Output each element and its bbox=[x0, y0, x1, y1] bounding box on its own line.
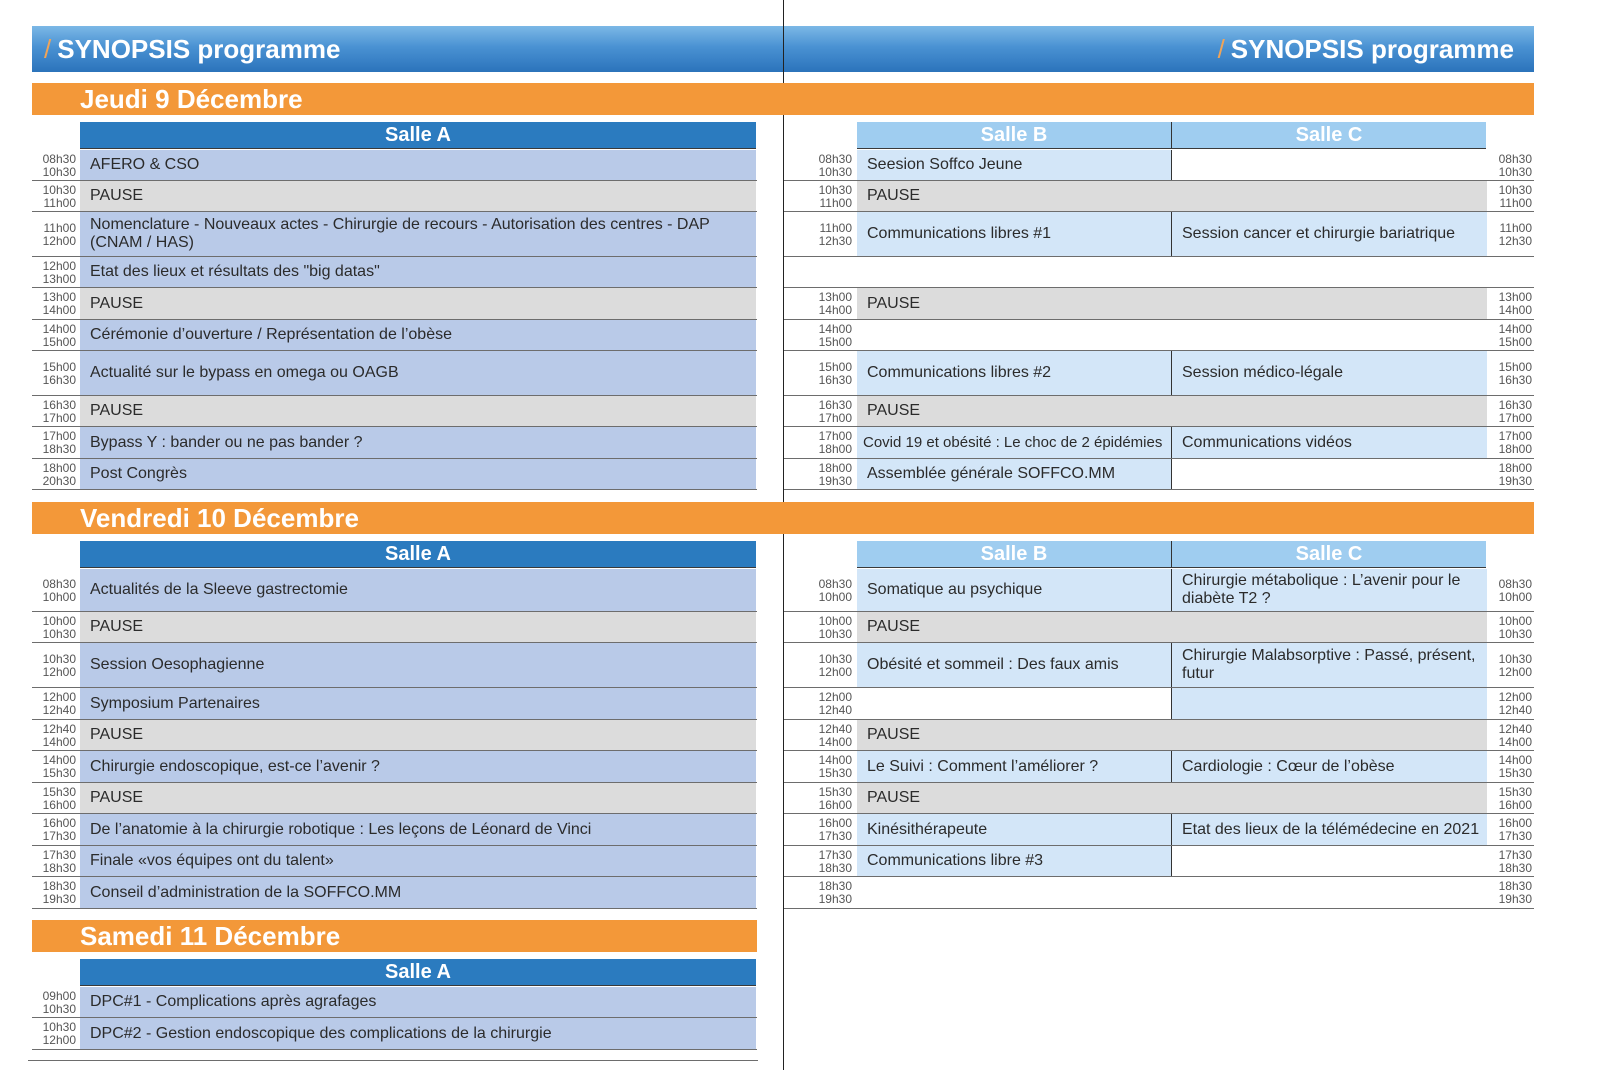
session-a-cell: Actualités de la Sleeve gastrectomie bbox=[80, 569, 756, 611]
time-range bbox=[1488, 361, 1532, 387]
day-header-jeudi bbox=[32, 83, 1534, 115]
start-time: 16h00 bbox=[1498, 816, 1532, 830]
end-time: 18h30 bbox=[1498, 860, 1532, 875]
time-range bbox=[808, 361, 852, 387]
time-range bbox=[32, 786, 76, 812]
end-time: 10h30 bbox=[1498, 164, 1532, 179]
session-row-bc bbox=[784, 688, 1534, 720]
session-a-cell: Chirurgie endoscopique, est-ce l’avenir ? bbox=[80, 751, 756, 782]
time-range bbox=[1488, 653, 1532, 679]
start-time: 13h00 bbox=[1498, 290, 1532, 304]
time-range bbox=[808, 754, 852, 780]
end-time: 16h00 bbox=[1498, 797, 1532, 812]
pause-cell: PAUSE bbox=[857, 396, 1487, 426]
end-time: 15h00 bbox=[1498, 334, 1532, 349]
session-c-cell: Session cancer et chirurgie bariatrique bbox=[1171, 212, 1487, 256]
pause-cell: PAUSE bbox=[80, 720, 756, 750]
end-time: 11h00 bbox=[1499, 195, 1532, 210]
time-range bbox=[808, 723, 852, 749]
end-time: 14h00 bbox=[818, 303, 852, 317]
session-row-bc bbox=[784, 751, 1534, 783]
start-time: 10h00 bbox=[1498, 613, 1532, 628]
end-time: 19h30 bbox=[1498, 892, 1532, 906]
session-row bbox=[32, 396, 757, 427]
day-label: Vendredi 10 Décembre bbox=[80, 503, 359, 533]
start-time: 15h30 bbox=[1498, 784, 1532, 799]
session-row-bc bbox=[784, 814, 1534, 846]
start-time: 15h30 bbox=[42, 784, 76, 799]
time-range bbox=[808, 849, 852, 875]
session-b-cell bbox=[857, 688, 1171, 719]
time-range bbox=[808, 291, 852, 317]
session-a-cell: DPC#2 - Gestion endoscopique des complications de la chirurgie bbox=[80, 1018, 756, 1049]
pause-cell: PAUSE bbox=[857, 612, 1487, 642]
end-time: 10h30 bbox=[818, 164, 852, 179]
session-b-cell: Somatique au psychique bbox=[857, 569, 1171, 611]
start-time: 14h00 bbox=[1498, 753, 1532, 767]
time-range bbox=[32, 723, 76, 749]
start-time: 10h30 bbox=[818, 651, 852, 666]
session-row bbox=[32, 320, 757, 351]
end-time: 10h30 bbox=[42, 164, 76, 179]
time-range bbox=[32, 653, 76, 679]
pause-cell: PAUSE bbox=[80, 181, 756, 211]
session-row bbox=[32, 720, 757, 751]
time-range bbox=[32, 361, 76, 387]
end-time: 12h40 bbox=[42, 703, 76, 717]
salle-a-header: Salle A bbox=[80, 122, 756, 149]
session-a-cell: Conseil d’administration de la SOFFCO.MM bbox=[80, 877, 756, 908]
end-time: 10h00 bbox=[818, 589, 852, 604]
start-time: 10h30 bbox=[42, 651, 76, 666]
start-time: 12h40 bbox=[42, 721, 76, 736]
session-c-cell: Communications vidéos bbox=[1171, 427, 1487, 458]
session-b-cell bbox=[857, 877, 1171, 908]
time-range bbox=[808, 880, 852, 906]
time-range bbox=[1488, 849, 1532, 875]
time-range bbox=[32, 462, 76, 488]
start-time: 15h00 bbox=[818, 359, 852, 374]
salle-a-header: Salle A bbox=[80, 541, 756, 568]
session-b-cell: Communications libres #2 bbox=[857, 351, 1171, 395]
start-time: 17h30 bbox=[818, 847, 852, 862]
start-time: 09h00 bbox=[42, 988, 76, 1003]
start-time: 12h40 bbox=[1498, 721, 1532, 736]
session-row bbox=[32, 987, 757, 1018]
end-time: 10h00 bbox=[42, 589, 76, 604]
end-time: 10h30 bbox=[1498, 626, 1532, 641]
header-title: SYNOPSIS programme bbox=[1230, 34, 1514, 64]
session-row-bc bbox=[784, 720, 1534, 751]
start-time: 11h00 bbox=[1499, 220, 1532, 235]
start-time: 12h00 bbox=[42, 690, 76, 704]
session-row bbox=[32, 351, 757, 396]
time-range bbox=[1488, 399, 1532, 425]
start-time: 10h00 bbox=[42, 613, 76, 628]
time-range bbox=[32, 691, 76, 717]
start-time: 17h30 bbox=[42, 847, 76, 862]
end-time: 15h00 bbox=[818, 334, 852, 349]
end-time: 11h00 bbox=[819, 195, 852, 210]
session-row bbox=[32, 427, 757, 459]
end-time: 12h00 bbox=[42, 664, 76, 679]
day-label: Jeudi 9 Décembre bbox=[80, 84, 303, 114]
start-time: 13h00 bbox=[42, 290, 76, 304]
session-b-cell: Communications libre #3 bbox=[857, 846, 1171, 876]
end-time: 16h30 bbox=[42, 372, 76, 387]
slash-icon: / bbox=[44, 34, 52, 64]
session-row bbox=[32, 783, 757, 814]
end-time: 18h30 bbox=[818, 860, 852, 875]
end-time: 18h30 bbox=[42, 860, 76, 875]
start-time: 10h30 bbox=[42, 182, 76, 197]
start-time: 15h00 bbox=[42, 359, 76, 374]
session-b-cell: Kinésithérapeute bbox=[857, 814, 1171, 845]
time-range bbox=[1488, 323, 1532, 349]
session-row bbox=[32, 1018, 757, 1050]
time-range bbox=[32, 849, 76, 875]
start-time: 08h30 bbox=[1498, 151, 1532, 166]
time-range bbox=[1488, 291, 1532, 317]
end-time: 16h00 bbox=[42, 797, 76, 812]
end-time: 14h00 bbox=[42, 734, 76, 749]
start-time: 16h30 bbox=[42, 397, 76, 412]
pause-cell: PAUSE bbox=[857, 288, 1487, 319]
start-time: 16h00 bbox=[818, 816, 852, 830]
time-range bbox=[1488, 786, 1532, 812]
end-time: 12h00 bbox=[42, 233, 76, 248]
time-range bbox=[1488, 578, 1532, 604]
session-row bbox=[32, 150, 757, 181]
end-time: 17h30 bbox=[818, 829, 852, 843]
time-range bbox=[32, 291, 76, 317]
start-time: 17h00 bbox=[1498, 429, 1532, 443]
session-b-cell: Seesion Soffco Jeune bbox=[857, 150, 1171, 180]
salle-c-header: Salle C bbox=[1171, 541, 1486, 568]
salle-b-header: Salle B bbox=[857, 541, 1171, 568]
start-time: 16h30 bbox=[818, 397, 852, 412]
time-range bbox=[1488, 462, 1532, 488]
end-time: 10h00 bbox=[1498, 589, 1532, 604]
header-title: SYNOPSIS programme bbox=[57, 34, 341, 64]
session-b-cell: Obésité et sommeil : Des faux amis bbox=[857, 643, 1171, 687]
end-time: 12h00 bbox=[818, 664, 852, 679]
end-time: 13h00 bbox=[42, 271, 76, 286]
session-a-cell: Symposium Partenaires bbox=[80, 688, 756, 719]
session-c-cell bbox=[1171, 320, 1487, 350]
salle-b-header: Salle B bbox=[857, 122, 1171, 149]
start-time: 15h00 bbox=[1498, 359, 1532, 374]
session-row-bc bbox=[784, 846, 1534, 877]
start-time: 14h00 bbox=[818, 753, 852, 767]
time-range bbox=[32, 184, 76, 210]
time-range bbox=[1488, 723, 1532, 749]
pause-cell: PAUSE bbox=[80, 783, 756, 813]
session-row bbox=[32, 181, 757, 212]
header-banner-left bbox=[32, 26, 784, 72]
end-time: 18h00 bbox=[1498, 442, 1532, 456]
end-time: 17h00 bbox=[42, 410, 76, 425]
day-label: Samedi 11 Décembre bbox=[80, 921, 341, 951]
start-time: 17h30 bbox=[1498, 847, 1532, 862]
start-time: 12h00 bbox=[818, 690, 852, 704]
end-time: 11h00 bbox=[43, 195, 76, 210]
time-range bbox=[32, 817, 76, 843]
end-time: 18h00 bbox=[818, 442, 852, 456]
salle-a-header: Salle A bbox=[80, 959, 756, 986]
session-b-cell: Assemblée générale SOFFCO.MM bbox=[857, 459, 1171, 489]
session-row bbox=[32, 459, 757, 490]
session-c-cell: Session médico-légale bbox=[1171, 351, 1487, 395]
start-time: 14h00 bbox=[818, 321, 852, 336]
start-time: 17h00 bbox=[42, 429, 76, 443]
end-time: 15h30 bbox=[818, 766, 852, 780]
session-c-cell bbox=[1171, 877, 1487, 908]
end-time: 16h00 bbox=[818, 797, 852, 812]
session-a-cell: De l’anatomie à la chirurgie robotique : Les leçons de Léonard de Vinci bbox=[80, 814, 756, 845]
session-row-bc bbox=[784, 181, 1534, 212]
session-row-bc bbox=[784, 351, 1534, 396]
start-time: 11h00 bbox=[819, 220, 852, 235]
start-time: 10h30 bbox=[42, 1020, 76, 1034]
session-c-cell bbox=[1171, 459, 1487, 489]
start-time: 18h30 bbox=[818, 879, 852, 893]
session-a-cell: Finale «vos équipes ont du talent» bbox=[80, 846, 756, 876]
start-time: 14h00 bbox=[42, 321, 76, 336]
time-range bbox=[32, 990, 76, 1016]
session-row-bc bbox=[784, 427, 1534, 459]
time-range bbox=[1488, 153, 1532, 179]
pause-cell: PAUSE bbox=[857, 720, 1487, 750]
end-time: 17h00 bbox=[1498, 410, 1532, 425]
start-time: 18h30 bbox=[1498, 879, 1532, 893]
time-range bbox=[32, 222, 76, 248]
start-time: 18h30 bbox=[42, 879, 76, 893]
session-a-cell: Etat des lieux et résultats des "big datas" bbox=[80, 257, 756, 287]
session-c-cell bbox=[1171, 150, 1487, 180]
time-range bbox=[32, 399, 76, 425]
end-time: 12h30 bbox=[1498, 233, 1532, 248]
pause-cell: PAUSE bbox=[80, 396, 756, 426]
session-row-bc bbox=[784, 257, 1534, 288]
session-a-cell: AFERO & CSO bbox=[80, 150, 756, 180]
time-range bbox=[808, 323, 852, 349]
start-time: 12h00 bbox=[42, 258, 76, 273]
end-time: 10h30 bbox=[42, 1001, 76, 1016]
time-range bbox=[32, 323, 76, 349]
session-c-cell: Chirurgie Malabsorptive : Passé, présent, futur bbox=[1171, 643, 1487, 687]
end-time: 15h30 bbox=[1498, 766, 1532, 780]
session-b-cell: Le Suivi : Comment l’améliorer ? bbox=[857, 751, 1171, 782]
session-row bbox=[32, 288, 757, 320]
end-time: 14h00 bbox=[1498, 734, 1532, 749]
end-time: 12h40 bbox=[1498, 703, 1532, 717]
session-row-bc bbox=[784, 459, 1534, 490]
end-time: 14h00 bbox=[818, 734, 852, 749]
time-range bbox=[32, 1021, 76, 1047]
time-range bbox=[1488, 817, 1532, 843]
session-row-bc bbox=[784, 643, 1534, 688]
end-time: 15h00 bbox=[42, 334, 76, 349]
time-range bbox=[32, 615, 76, 641]
header-banner-right bbox=[784, 26, 1534, 72]
end-time: 17h30 bbox=[42, 829, 76, 843]
session-c-cell bbox=[1171, 688, 1487, 719]
start-time: 13h00 bbox=[818, 290, 852, 304]
start-time: 11h00 bbox=[43, 220, 76, 235]
time-range bbox=[808, 653, 852, 679]
start-time: 16h00 bbox=[42, 816, 76, 830]
start-time: 08h30 bbox=[1498, 576, 1532, 591]
start-time: 15h30 bbox=[818, 784, 852, 799]
pause-cell: PAUSE bbox=[80, 612, 756, 642]
start-time: 16h30 bbox=[1498, 397, 1532, 412]
session-row-bc bbox=[784, 612, 1534, 643]
session-row bbox=[32, 688, 757, 720]
session-a-cell: Nomenclature - Nouveaux actes - Chirurgie de recours - Autorisation des centres - DAP (CNAM / HAS) bbox=[80, 212, 756, 256]
end-time: 20h30 bbox=[42, 473, 76, 488]
pause-cell: PAUSE bbox=[80, 288, 756, 319]
time-range bbox=[1488, 430, 1532, 456]
session-row bbox=[32, 814, 757, 846]
start-time: 14h00 bbox=[1498, 321, 1532, 336]
time-range bbox=[1488, 754, 1532, 780]
time-range bbox=[808, 222, 852, 248]
start-time: 12h40 bbox=[818, 721, 852, 736]
end-time: 12h00 bbox=[42, 1033, 76, 1047]
time-range bbox=[32, 578, 76, 604]
session-row-bc bbox=[784, 288, 1534, 320]
time-range bbox=[808, 462, 852, 488]
session-a-cell: Actualité sur le bypass en omega ou OAGB bbox=[80, 351, 756, 395]
start-time: 10h30 bbox=[1498, 651, 1532, 666]
session-b-cell bbox=[857, 320, 1171, 350]
end-time: 17h30 bbox=[1498, 829, 1532, 843]
time-range bbox=[1488, 615, 1532, 641]
end-time: 19h30 bbox=[1498, 473, 1532, 488]
end-time: 14h00 bbox=[42, 303, 76, 317]
time-range bbox=[32, 754, 76, 780]
end-time: 14h00 bbox=[1498, 303, 1532, 317]
end-time: 16h30 bbox=[818, 372, 852, 387]
time-range bbox=[1488, 691, 1532, 717]
salle-c-header: Salle C bbox=[1171, 122, 1486, 149]
time-range bbox=[808, 153, 852, 179]
time-range bbox=[808, 786, 852, 812]
session-row bbox=[32, 846, 757, 877]
time-range bbox=[808, 691, 852, 717]
day-header-vendredi bbox=[32, 502, 1534, 534]
day-header-samedi bbox=[32, 920, 757, 952]
time-range bbox=[808, 817, 852, 843]
time-range bbox=[32, 153, 76, 179]
session-row-bc bbox=[784, 396, 1534, 427]
end-time: 16h30 bbox=[1498, 372, 1532, 387]
session-a-cell: DPC#1 - Complications après agrafages bbox=[80, 987, 756, 1017]
start-time: 08h30 bbox=[42, 151, 76, 166]
time-range bbox=[32, 880, 76, 906]
session-row-bc bbox=[784, 877, 1534, 909]
time-range bbox=[808, 184, 852, 210]
start-time: 10h30 bbox=[818, 182, 852, 197]
start-time: 18h00 bbox=[1498, 460, 1532, 475]
session-row-bc bbox=[784, 320, 1534, 351]
start-time: 12h00 bbox=[1498, 690, 1532, 704]
session-row-bc bbox=[784, 150, 1534, 181]
start-time: 08h30 bbox=[42, 576, 76, 591]
session-a-cell: Session Oesophagienne bbox=[80, 643, 756, 687]
end-time: 19h30 bbox=[818, 892, 852, 906]
session-row-bc bbox=[784, 783, 1534, 814]
end-time: 12h40 bbox=[818, 703, 852, 717]
end-time: 19h30 bbox=[42, 892, 76, 906]
session-row-bc bbox=[784, 212, 1534, 257]
start-time: 10h00 bbox=[818, 613, 852, 628]
end-time: 19h30 bbox=[818, 473, 852, 488]
session-row bbox=[32, 643, 757, 688]
session-a-cell: Post Congrès bbox=[80, 459, 756, 489]
start-time: 10h30 bbox=[1498, 182, 1532, 197]
start-time: 08h30 bbox=[818, 576, 852, 591]
session-row bbox=[32, 212, 757, 257]
session-a-cell: Cérémonie d’ouverture / Représentation de l’obèse bbox=[80, 320, 756, 350]
end-time: 17h00 bbox=[818, 410, 852, 425]
slash-icon: / bbox=[1217, 34, 1225, 64]
session-c-cell: Etat des lieux de la télémédecine en 2021 bbox=[1171, 814, 1487, 845]
session-row bbox=[32, 751, 757, 783]
time-range bbox=[808, 430, 852, 456]
session-row bbox=[32, 877, 757, 909]
time-range bbox=[808, 615, 852, 641]
session-a-cell: Bypass Y : bander ou ne pas bander ? bbox=[80, 427, 756, 458]
pause-cell: PAUSE bbox=[857, 181, 1487, 211]
time-range bbox=[1488, 184, 1532, 210]
time-range bbox=[1488, 222, 1532, 248]
time-range bbox=[808, 578, 852, 604]
start-time: 18h00 bbox=[42, 460, 76, 475]
start-time: 18h00 bbox=[818, 460, 852, 475]
end-time: 12h30 bbox=[818, 233, 852, 248]
session-row bbox=[32, 569, 757, 612]
time-range bbox=[32, 260, 76, 286]
time-range bbox=[808, 399, 852, 425]
time-range bbox=[32, 430, 76, 456]
start-time: 08h30 bbox=[818, 151, 852, 166]
start-time: 17h00 bbox=[818, 429, 852, 443]
end-time: 10h30 bbox=[42, 626, 76, 641]
end-time: 10h30 bbox=[818, 626, 852, 641]
bottom-rule bbox=[28, 1060, 758, 1061]
session-row bbox=[32, 612, 757, 643]
pause-cell: PAUSE bbox=[857, 783, 1487, 813]
session-c-cell bbox=[1171, 846, 1487, 876]
end-time: 15h30 bbox=[42, 766, 76, 780]
start-time: 14h00 bbox=[42, 753, 76, 767]
session-c-cell: Cardiologie : Cœur de l’obèse bbox=[1171, 751, 1487, 782]
end-time: 18h30 bbox=[42, 442, 76, 456]
session-row-bc bbox=[784, 569, 1534, 612]
session-row bbox=[32, 257, 757, 288]
time-range bbox=[1488, 880, 1532, 906]
session-c-cell: Chirurgie métabolique : L’avenir pour le diabète T2 ? bbox=[1171, 569, 1487, 611]
end-time: 12h00 bbox=[1498, 664, 1532, 679]
session-b-cell: Communications libres #1 bbox=[857, 212, 1171, 256]
session-b-cell: Covid 19 et obésité : Le choc de 2 épidémies bbox=[857, 427, 1171, 458]
